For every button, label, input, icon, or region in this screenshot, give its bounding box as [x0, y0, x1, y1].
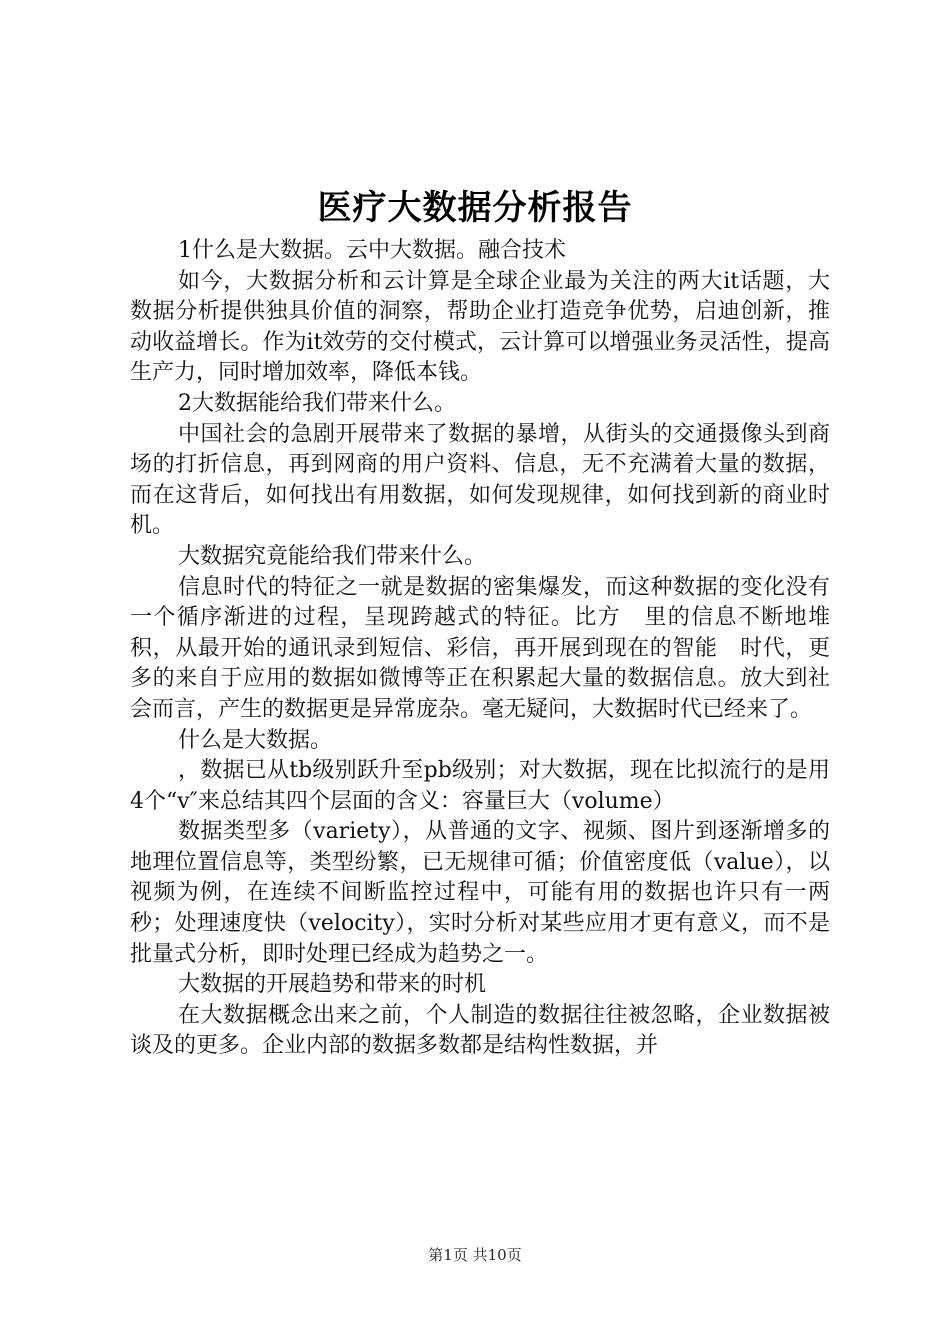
paragraph: 数据类型多（variety），从普通的文字、视频、图片到逐渐增多的地理位置信息等，类型纷繁，已无规律可循；价值密度低（value），以视频为例，在连续不间断监控过程中，可能有用的数据也许只有一两秒；处理速度快（velocity），实时分析对某些应用才更有意义，而不是批量式分析，即时处理已经成为趋势之一。	[130, 819, 830, 967]
paragraph: 中国社会的急剧开展带来了数据的暴增，从街头的交通摄像头到商场的打折信息，再到网商的用户资料、信息，无不充满着大量的数据，而在这背后，如何找出有用数据，如何发现规律，如何找到新的商业时机。	[130, 421, 830, 539]
paragraph: 如今，大数据分析和云计算是全球企业最为关注的两大it话题，大数据分析提供独具价值的洞察，帮助企业打造竞争优势，启迪创新，推动收益增长。作为it效劳的交付模式，云计算可以增强业务灵活性，提高生产力，同时增加效率，降低本钱。	[130, 268, 830, 386]
paragraph: 1什么是大数据。云中大数据。融合技术	[178, 238, 566, 263]
paragraph: 大数据的开展趋势和带来的时机	[178, 972, 487, 998]
paragraph: 在大数据概念出来之前，个人制造的数据往往被忽略，企业数据被谈及的更多。企业内部的数据多数都是结构性数据，并	[130, 1002, 830, 1059]
paragraph: 2大数据能给我们带来什么。	[178, 390, 456, 416]
paragraph: ，数据已从tb级别跃升至pb级别；对大数据，现在比拟流行的是用4个“v″来总结其四个层面的含义：容量巨大（volume）	[130, 758, 830, 814]
page-footer: 第1页 共10页	[428, 1246, 522, 1264]
paragraph: 什么是大数据。	[178, 727, 333, 753]
paragraph: 大数据究竟能给我们带来什么。	[178, 543, 487, 569]
paragraph: 信息时代的特征之一就是数据的密集爆发，而这种数据的变化没有一个循序渐进的过程，呈现跨越式的特征。比方 里的信息不断地堆积，从最开始的通讯录到短信、彩信，再开展到现在的智能 时代，更多的来自于应用的数据如微博等正在积累起大量的数据信息。放大到社会而言，产生的数据更是异常庞杂。毫无疑问，大数据时代已经来了。	[130, 574, 830, 722]
document-body	[130, 236, 830, 1062]
document-title: 医疗大数据分析报告	[317, 188, 633, 228]
